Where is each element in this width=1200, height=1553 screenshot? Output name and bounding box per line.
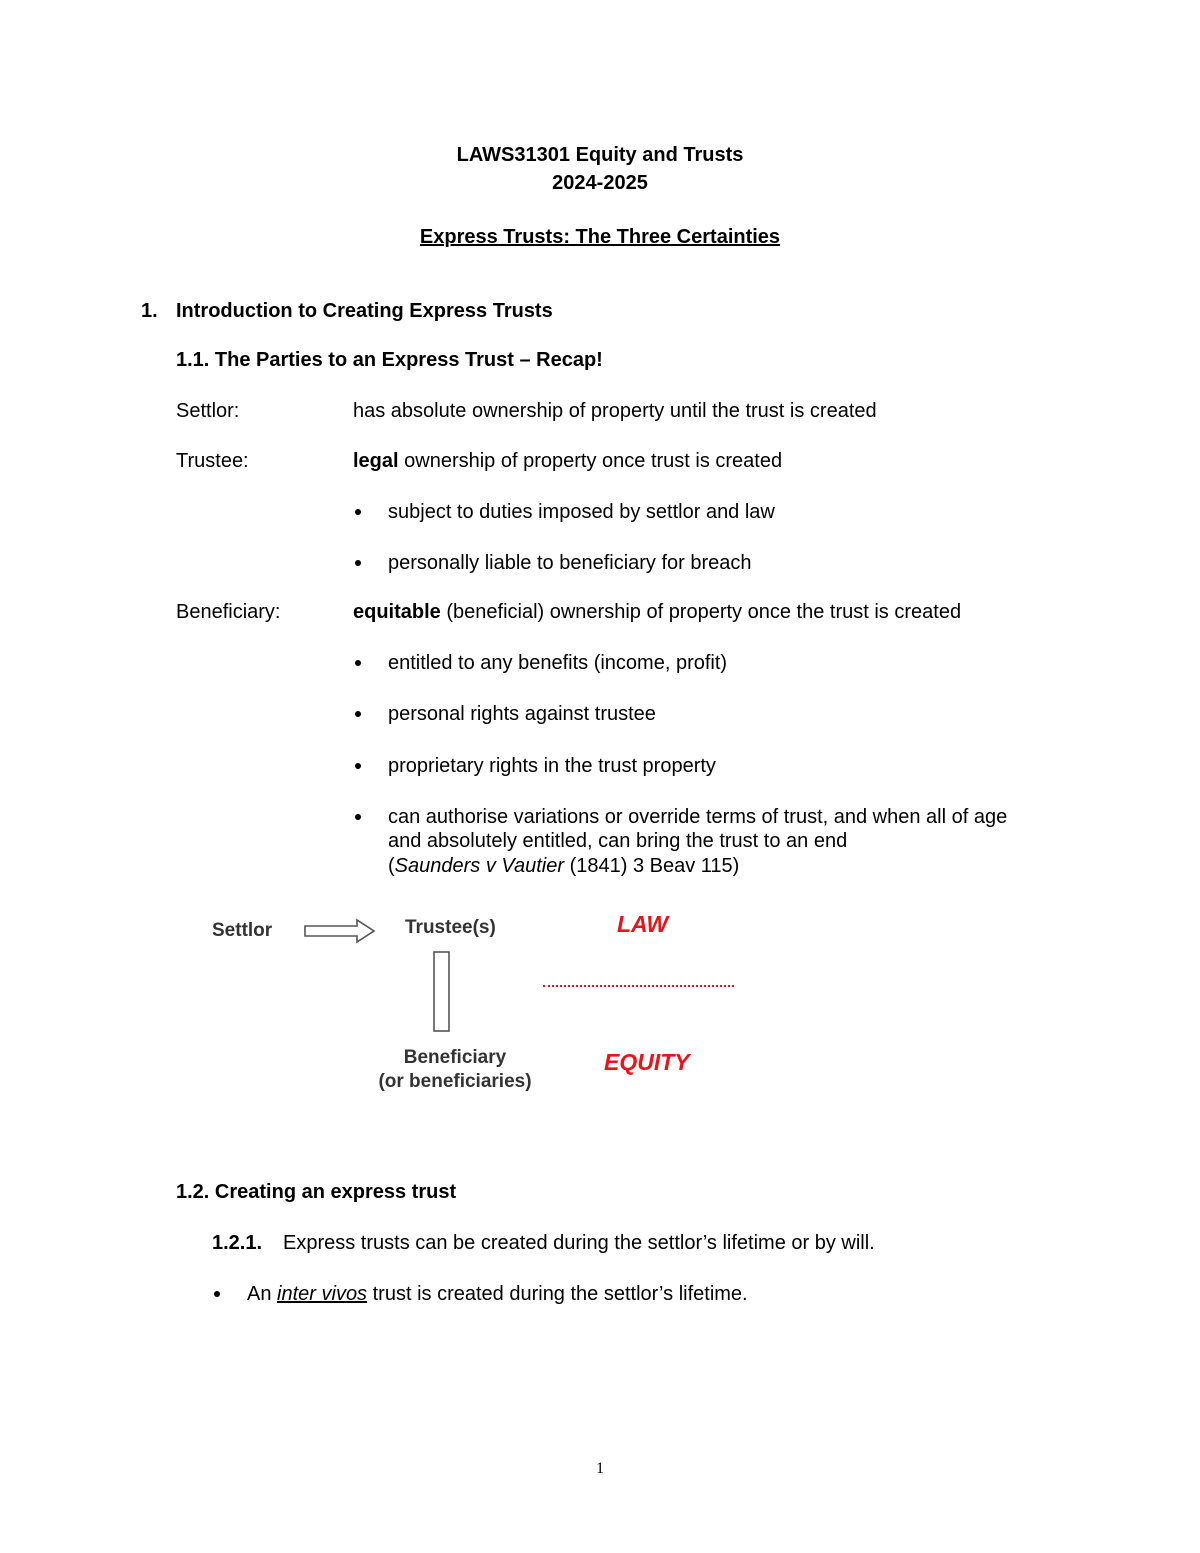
beneficiary-bullet-3: proprietary rights in the trust property [388, 755, 716, 777]
bullet-icon [355, 711, 361, 717]
subsection-heading-1-2: 1.2. Creating an express trust [176, 1181, 457, 1203]
law-equity-divider [543, 985, 734, 987]
paragraph-number-1-2-1: 1.2.1. [212, 1232, 263, 1254]
law-label: LAW [617, 911, 669, 937]
subsection-heading-1-1: 1.1. The Parties to an Express Trust – Recap! [176, 349, 603, 371]
beneficiary-definition-text: (beneficial) ownership of property once the trust is created [440, 601, 962, 623]
inter-vivos-post: trust is created during the settlor’s lifetime. [367, 1283, 748, 1305]
section-heading: Introduction to Creating Express Trusts [176, 300, 553, 322]
diagram-beneficiary-line1: Beneficiary [403, 1047, 507, 1068]
diagram-beneficiary-line2: (or beneficiaries) [378, 1071, 532, 1092]
diagram-settlor-label: Settlor [212, 920, 273, 941]
bullet-icon [355, 763, 361, 769]
trustee-bullet-2: personally liable to beneficiary for breach [388, 552, 752, 574]
inter-vivos-term: inter vivos [277, 1283, 368, 1305]
bullet-icon [214, 1291, 220, 1297]
course-title: LAWS31301 Equity and Trusts [456, 144, 744, 166]
diagram-trustee-label: Trustee(s) [405, 917, 496, 938]
page-number: 1 [596, 1460, 604, 1477]
beneficiary-bullet-1: entitled to any benefits (income, profit) [388, 652, 728, 674]
settlor-definition: has absolute ownership of property until the trust is created [353, 400, 877, 422]
inter-vivos-pre: An [247, 1283, 278, 1305]
case-reference: (1841) 3 Beav 115) [564, 855, 740, 877]
trustee-label: Trustee: [176, 450, 249, 472]
beneficiary-label: Beneficiary: [176, 601, 281, 623]
case-citation-open: ( [388, 855, 395, 877]
equity-label: EQUITY [604, 1049, 690, 1075]
bullet-icon [355, 560, 361, 566]
beneficiary-bullet-2: personal rights against trustee [388, 703, 656, 725]
beneficiary-definition [353, 600, 961, 624]
bullet-icon [355, 509, 361, 515]
document-title [0, 225, 1200, 249]
section-number: 1. [141, 300, 158, 322]
beneficiary-bullet-4-line2: and absolutely entitled, can bring the trust to an end [388, 830, 848, 852]
beneficiary-bullet-4-line1: can authorise variations or override terms of trust, and when all of age [388, 806, 1008, 828]
bullet-icon [355, 814, 361, 820]
vertical-connector-icon [432, 950, 452, 1034]
arrow-right-icon [303, 918, 377, 944]
inter-vivos-bullet [247, 1282, 748, 1306]
beneficiary-definition-bold: equitable [353, 601, 441, 623]
trustee-bullet-1: subject to duties imposed by settlor and law [388, 501, 775, 523]
bullet-icon [355, 660, 361, 666]
academic-year: 2024-2025 [552, 172, 648, 194]
case-citation [388, 854, 739, 878]
case-name: Saunders v Vautier [394, 855, 565, 877]
settlor-label: Settlor: [176, 400, 240, 422]
paragraph-1-2-1-text: Express trusts can be created during the settlor’s lifetime or by will. [283, 1232, 875, 1254]
document-title-text: Express Trusts: The Three Certainties [419, 226, 781, 248]
trustee-definition-bold: legal [353, 450, 399, 472]
trustee-definition-text: ownership of property once trust is created [398, 450, 783, 472]
diagram-beneficiary-label [373, 1046, 537, 1094]
trustee-definition [353, 449, 782, 473]
